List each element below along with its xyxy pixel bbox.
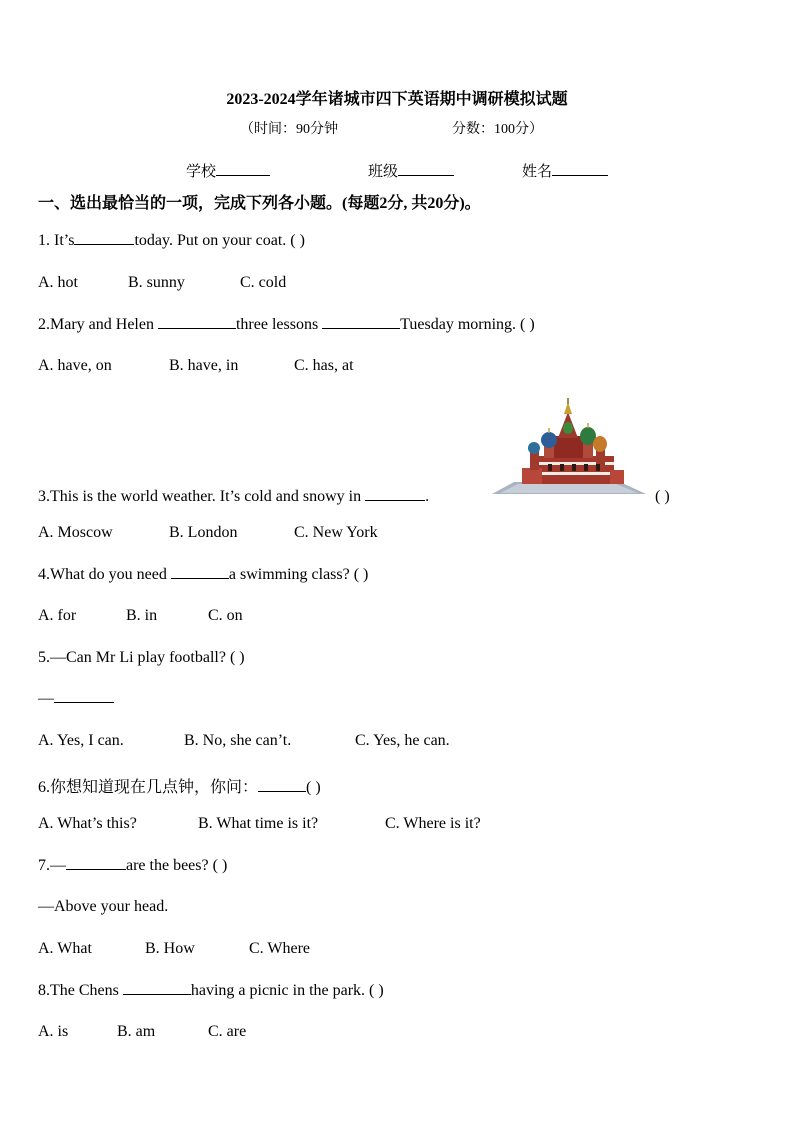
- option-a: A. is: [38, 1023, 69, 1040]
- question-5: 5.—Can Mr Li play football? ( ): [38, 649, 245, 666]
- section-heading: 一、选出最恰当的一项，完成下列各小题。(每题2分, 共20分)。: [38, 195, 481, 212]
- question-6-options: [38, 815, 481, 833]
- page-title: 2023-2024学年诸城市四下英语期中调研模拟试题: [226, 91, 568, 108]
- name-field: [522, 160, 608, 181]
- question-3: 3.This is the world weather. It’s cold and snowy in .: [38, 488, 430, 505]
- option-b: B. in: [126, 607, 158, 624]
- question-2: 2.Mary and Helen three lessons Tuesday morning. ( ): [38, 316, 535, 333]
- option-b: B. am: [117, 1023, 156, 1040]
- option-b: B. sunny: [128, 274, 185, 291]
- question-7: 7.— are the bees? ( ): [38, 857, 228, 874]
- question-6: 6.你想知道现在几点钟，你问： ( ): [38, 779, 321, 796]
- option-c: C. Where: [249, 940, 311, 957]
- option-c: C. cold: [240, 274, 287, 291]
- question-1: 1. It’s today. Put on your coat. ( ): [38, 232, 305, 249]
- question-4-options: [38, 607, 243, 625]
- option-c: C. Yes, he can.: [355, 732, 450, 749]
- saint-basils-cathedral-image: [492, 398, 646, 496]
- option-b: B. No, she can’t.: [184, 732, 292, 749]
- question-8: 8.The Chens having a picnic in the park. ( ): [38, 982, 384, 999]
- option-c: C. has, at: [294, 357, 354, 374]
- question-1-options: [38, 274, 286, 292]
- class-label: 班级: [368, 164, 399, 180]
- option-c: C. Where is it?: [385, 815, 481, 832]
- question-2-options: [38, 357, 354, 375]
- option-c: C. on: [208, 607, 243, 624]
- option-a: A. What: [38, 940, 92, 957]
- option-a: A. Yes, I can.: [38, 732, 124, 749]
- option-a: A. Moscow: [38, 524, 113, 541]
- name-label: 姓名: [522, 164, 553, 180]
- question-4: 4.What do you need a swimming class? ( ): [38, 566, 369, 583]
- school-field: [186, 160, 270, 181]
- school-label: 学校: [186, 164, 217, 180]
- question-8-options: [38, 1023, 246, 1041]
- option-a: A. What’s this?: [38, 815, 137, 832]
- question-5-answer-line: —: [38, 690, 114, 708]
- question-3-options: [38, 524, 378, 542]
- question-7-options: [38, 940, 310, 958]
- option-c: C. New York: [294, 524, 378, 541]
- option-b: B. What time is it?: [198, 815, 319, 832]
- option-b: B. How: [145, 940, 195, 957]
- question-7-answer: —Above your head.: [38, 898, 169, 915]
- question-5-options: [38, 732, 450, 750]
- option-a: A. have, on: [38, 357, 112, 374]
- question-3-answer-paren: ( ): [655, 488, 670, 505]
- class-field: [368, 160, 454, 181]
- option-a: A. hot: [38, 274, 78, 291]
- exam-time: （时间：90分钟: [240, 122, 338, 137]
- exam-score: 分数：100分）: [452, 122, 543, 137]
- option-b: B. London: [169, 524, 238, 541]
- option-c: C. are: [208, 1023, 247, 1040]
- option-b: B. have, in: [169, 357, 239, 374]
- option-a: A. for: [38, 607, 77, 624]
